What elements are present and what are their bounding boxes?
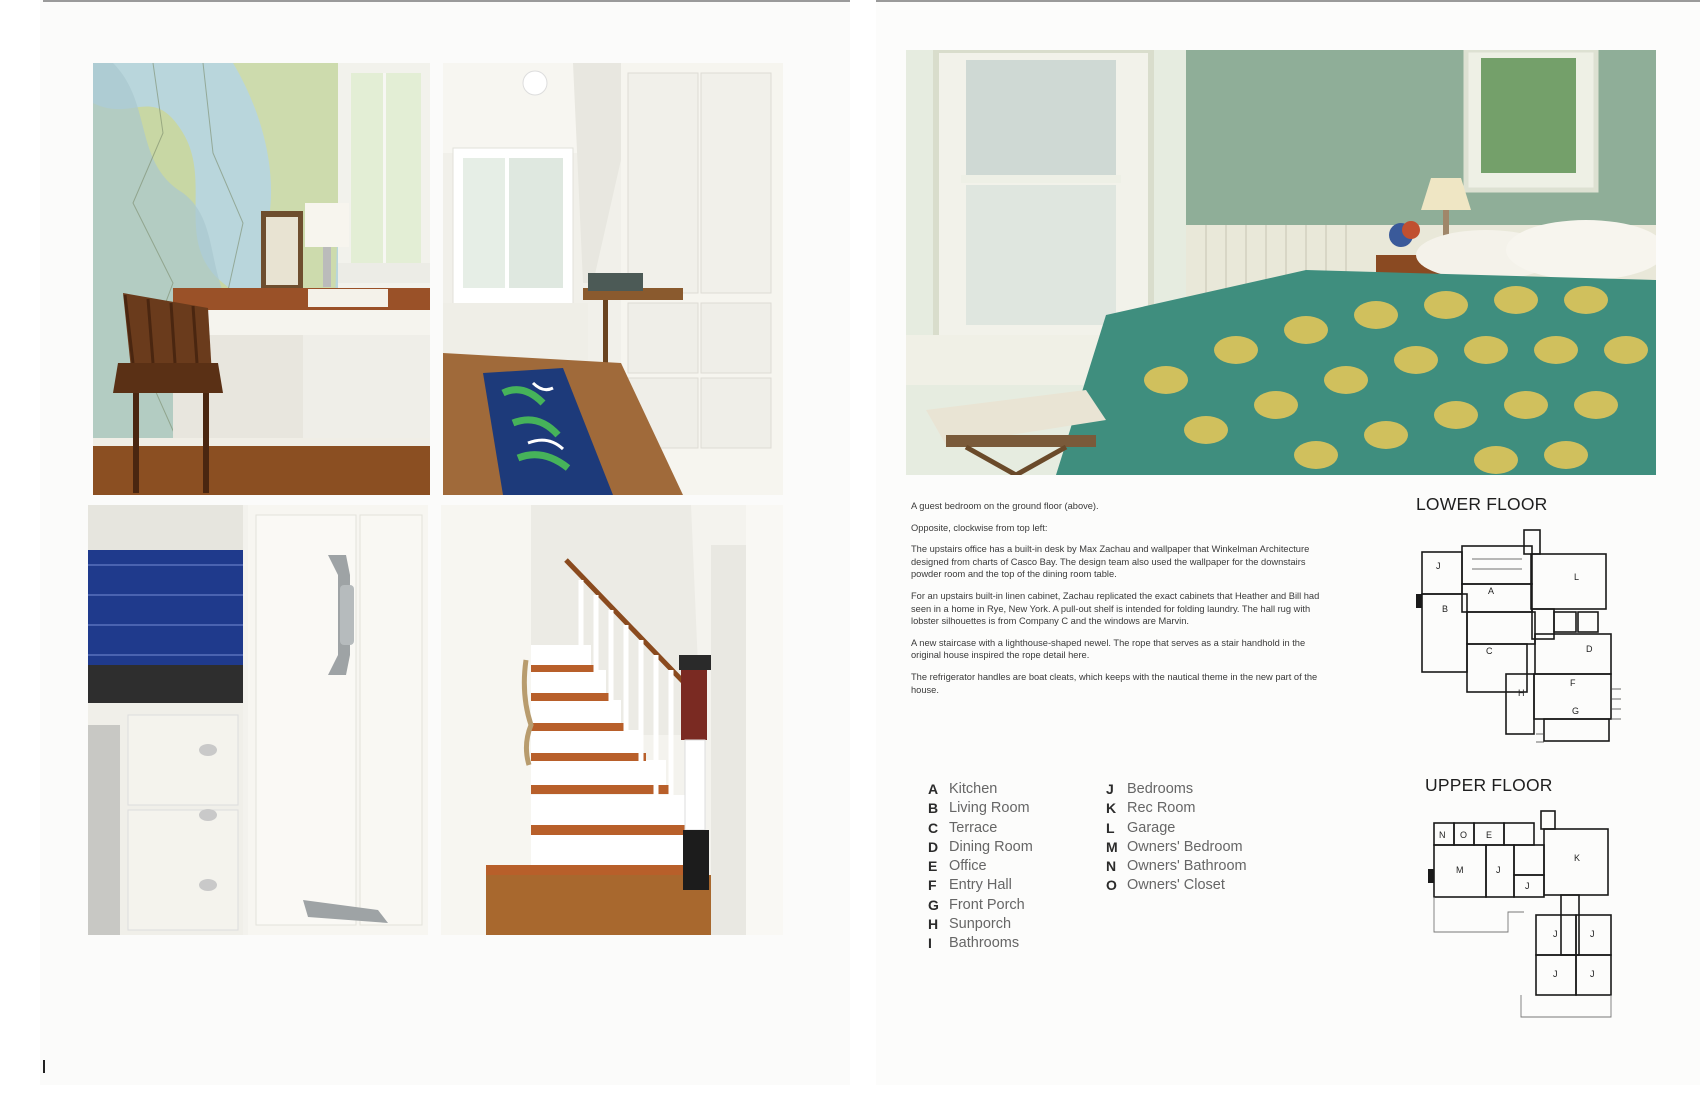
lower-label-f: F: [1570, 678, 1576, 688]
lower-label-c: C: [1486, 646, 1493, 656]
room-legend-right: [1106, 780, 1247, 896]
legend-key: H: [928, 916, 939, 933]
legend-row: [1106, 819, 1247, 838]
caption-office: The upstairs office has a built-in desk by Max Zachau and wallpaper that Winkelman Architecture designed from charts of Casco Bay. The design team also used the wallpaper for the downstairs powder room and the top of the dining room table.: [911, 544, 1310, 580]
photo-guest-bedroom: [906, 50, 1656, 475]
caption-staircase: A new staircase with a lighthouse-shaped newel. The rope that serves as a stair handhold in the original house inspired the rope detail here.: [911, 637, 1306, 661]
legend-label: Garage: [1127, 819, 1176, 836]
lower-label-j: J: [1436, 561, 1441, 571]
legend-label: Rec Room: [1127, 800, 1196, 817]
legend-row: [1106, 780, 1247, 799]
upper-label-j-2: J: [1525, 881, 1530, 891]
room-legend-left: [928, 780, 1033, 954]
upper-label-j-3: J: [1553, 929, 1558, 939]
legend-row: [928, 780, 1033, 799]
caption-intro: Opposite, clockwise from top left:: [911, 522, 1048, 533]
upper-label-m: M: [1456, 865, 1464, 875]
photo-refrigerator-cleats: [88, 505, 428, 935]
legend-label: Owners' Bathroom: [1127, 858, 1247, 875]
legend-row: [928, 819, 1033, 838]
legend-label: Entry Hall: [949, 877, 1012, 894]
caption-linen-cabinet: For an upstairs built-in linen cabinet, Zachau replicated the exact cabinets that Heather and Bill had seen in a home in Rye, New York. A pull-out shelf is intended for folding laundry. The hall rug with lobster silhouettes is from Company C and the windows are Marvin.: [911, 590, 1320, 627]
upper-label-j-1: J: [1496, 865, 1501, 875]
legend-row: [928, 838, 1033, 857]
photo-staircase-lighthouse: [441, 505, 783, 935]
lower-label-d: D: [1586, 644, 1593, 654]
legend-label: Bedrooms: [1127, 781, 1194, 797]
photo-linen-cabinet-hall: [443, 63, 783, 495]
lower-floor-title: LOWER FLOOR: [1416, 494, 1548, 514]
legend-key: A: [928, 781, 939, 797]
legend-key: B: [928, 800, 939, 817]
legend-key: J: [1106, 781, 1114, 797]
upper-label-n: N: [1439, 830, 1446, 840]
legend-row: [928, 896, 1033, 915]
lower-label-g: G: [1572, 706, 1580, 716]
upper-label-j-4: J: [1590, 929, 1595, 939]
photo-office-desk: [93, 63, 430, 495]
upper-label-o: O: [1460, 830, 1468, 840]
lower-label-h: H: [1518, 688, 1525, 698]
legend-label: Terrace: [949, 819, 998, 836]
caption-guest-bedroom: A guest bedroom on the ground floor (above).: [911, 501, 1099, 511]
upper-label-j-5: J: [1553, 969, 1558, 979]
legend-label: Kitchen: [949, 781, 998, 797]
lower-floor-plan: [1416, 524, 1626, 750]
legend-row: [928, 915, 1033, 934]
legend-label: Owners' Closet: [1127, 877, 1225, 894]
legend-key: F: [928, 877, 937, 894]
legend-row: [928, 799, 1033, 818]
legend-row: [928, 857, 1033, 876]
legend-row: [928, 876, 1033, 895]
legend-key: L: [1106, 819, 1115, 836]
legend-key: N: [1106, 858, 1117, 875]
legend-label: Bathrooms: [949, 935, 1020, 952]
upper-label-k: K: [1574, 853, 1581, 863]
legend-row: [1106, 799, 1247, 818]
legend-row: [1106, 838, 1247, 857]
legend-label: Office: [949, 858, 987, 875]
legend-label: Owners' Bedroom: [1127, 838, 1243, 855]
upper-floor-plan: [1426, 807, 1626, 1022]
legend-key: I: [928, 935, 932, 952]
legend-key: O: [1106, 877, 1117, 894]
legend-key: G: [928, 896, 939, 913]
legend-label: Dining Room: [949, 838, 1033, 855]
legend-label: Front Porch: [949, 896, 1025, 913]
legend-row: [1106, 876, 1247, 895]
legend-key: E: [928, 858, 938, 875]
left-page-top-rule: [43, 0, 850, 2]
upper-label-j-6: J: [1590, 969, 1595, 979]
lower-label-b: B: [1442, 604, 1449, 614]
legend-key: M: [1106, 838, 1118, 855]
right-page-top-rule: [876, 0, 1700, 2]
legend-label: Sunporch: [949, 916, 1012, 933]
upper-floor-title: UPPER FLOOR: [1425, 775, 1553, 795]
legend-key: D: [928, 838, 939, 855]
legend-row: [928, 934, 1033, 953]
legend-label: Living Room: [949, 800, 1030, 817]
legend-key: C: [928, 819, 939, 836]
page-folio-mark: [43, 1060, 45, 1073]
caption-refrigerator: The refrigerator handles are boat cleats, which keeps with the nautical theme in the new part of the house.: [911, 671, 1318, 695]
upper-label-e: E: [1486, 830, 1493, 840]
lower-label-l: L: [1574, 572, 1580, 582]
legend-row: [1106, 857, 1247, 876]
caption-block: [911, 500, 1329, 705]
lower-label-a: A: [1488, 586, 1495, 596]
legend-key: K: [1106, 800, 1117, 817]
